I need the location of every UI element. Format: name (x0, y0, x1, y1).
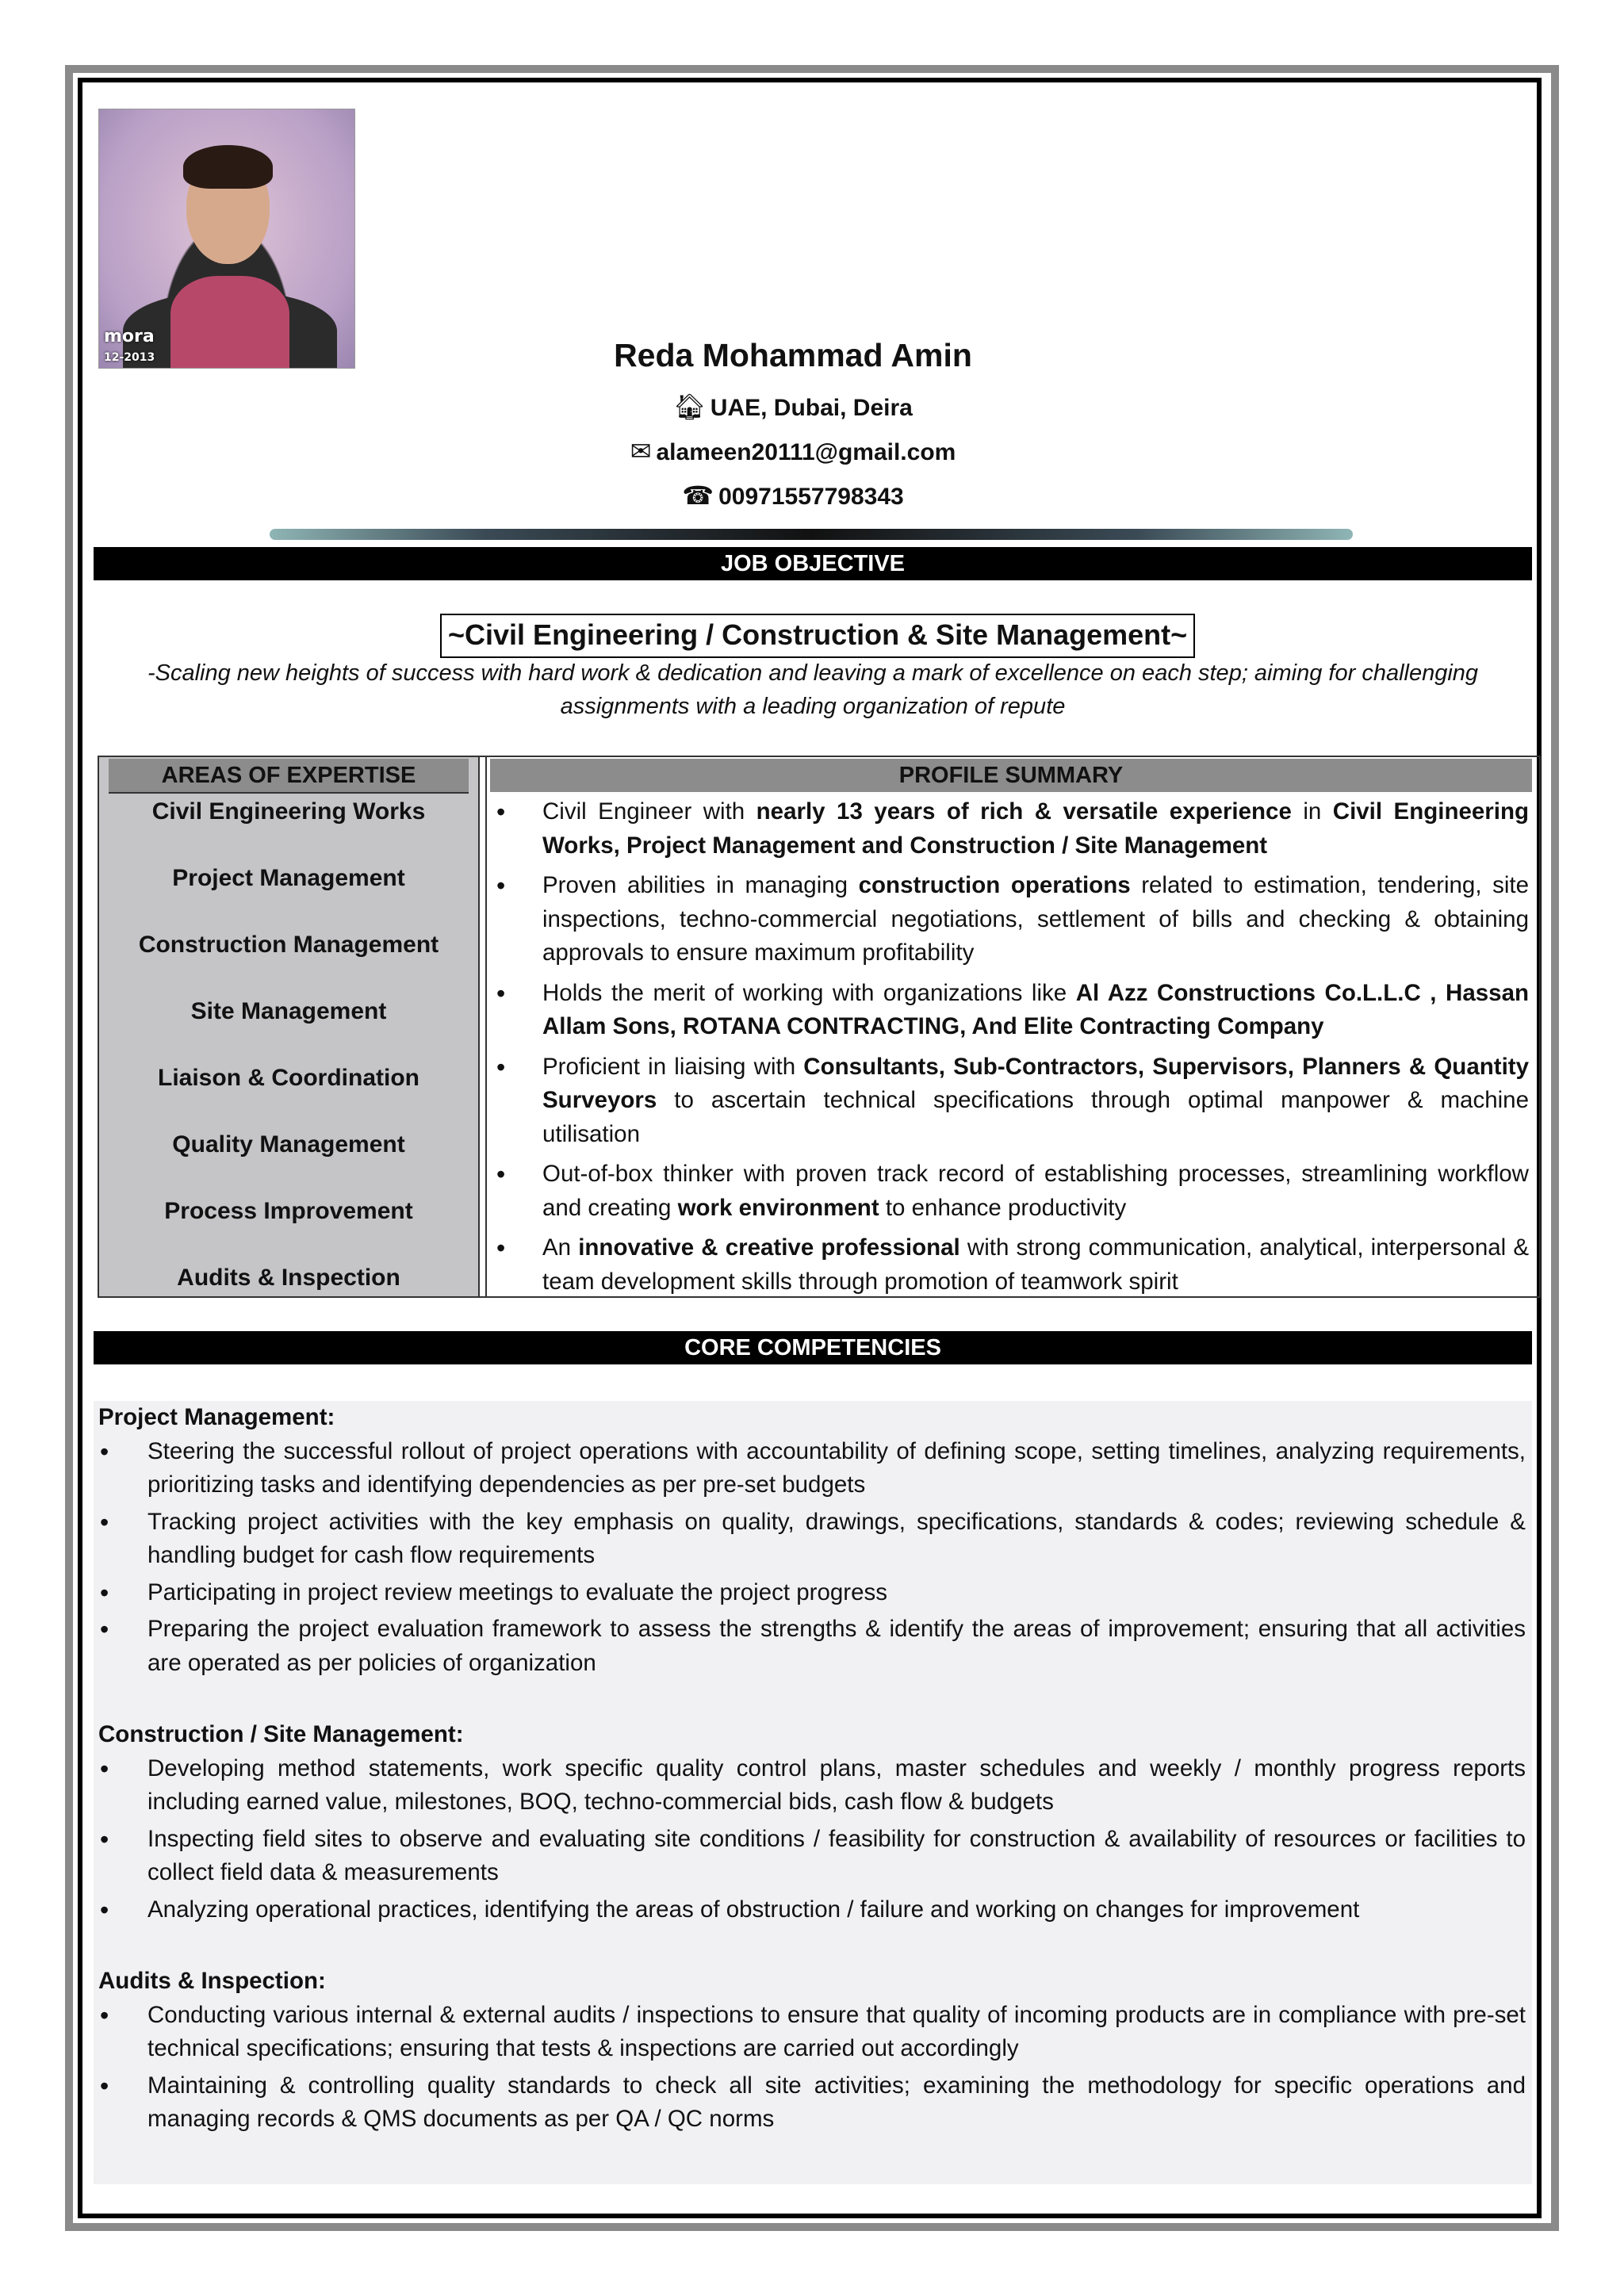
competency-item: • Inspecting field sites to observe and evaluating site conditions / feasibility for construction & availability of resources or facilities to collect field data & measurements (98, 1823, 1526, 1890)
competency-item: • Participating in project review meetings to evaluate the project progress (98, 1576, 1526, 1610)
competency-item: • Steering the successful rollout of project operations with accountability of defining scope, setting timelines, analyzing requirements, prioritizing tasks and identifying dependencies as per pre-set budgets (98, 1435, 1526, 1502)
expertise-item: Liaison & Coordination (158, 1065, 419, 1091)
core-competencies (98, 1401, 1526, 2175)
profile-item (493, 869, 1529, 970)
profile-item (493, 1050, 1529, 1152)
objective-text: -Scaling new heights of success with hard work & dedication and leaving a mark of excellence on each step; aiming for challenging assignments with a leading organization of repute (147, 660, 1479, 719)
expertise-item: Civil Engineering Works (151, 798, 426, 825)
envelope-icon: ✉︎ (630, 437, 652, 465)
email-line (0, 436, 1586, 466)
phone-text[interactable]: 00971557798343 (718, 484, 904, 510)
competency-item: • Preparing the project evaluation framework to assess the strengths & identify the areas of improvement; ensuring that all activities are operated as per policies of organization (98, 1613, 1526, 1680)
header-divider (270, 529, 1353, 540)
competency-section (98, 1401, 1526, 1680)
expertise-heading: AREAS OF EXPERTISE (109, 759, 469, 794)
profile-item-text: with strong communication, analytical, interpersonal & team development skills through promotion of teamwork spirit (542, 1234, 1529, 1295)
telephone-icon: ☎︎ (682, 481, 714, 510)
profile-item-highlight: Civil Engineering Works, Project Management and Construction / Site Management (542, 798, 1529, 859)
photo-stamp-line1: mora (104, 327, 155, 346)
competency-section (98, 1965, 1526, 2137)
profile-item-highlight: innovative & creative professional (578, 1234, 960, 1261)
phone-line (0, 480, 1586, 511)
competency-list (98, 1999, 1526, 2137)
competency-section-title: Audits & Inspection: (98, 1968, 326, 1994)
profile-item-text: Holds the merit of working with organizations like (542, 979, 1076, 1006)
job-objective-band: JOB OBJECTIVE (94, 547, 1532, 580)
profile-item-highlight: work environment (677, 1194, 879, 1221)
photo-stamp-line2: 12-2013 (104, 351, 155, 364)
profile-item (493, 795, 1529, 863)
profile-item-highlight: nearly 13 years of rich & versatile experience (756, 798, 1292, 825)
competency-list (98, 1752, 1526, 1927)
profile-item-text: Civil Engineer with (542, 798, 756, 825)
profile-item-text: to ascertain technical specifications through optimal manpower & machine utilisation (542, 1087, 1529, 1147)
candidate-name: Reda Mohammad Amin (614, 337, 972, 373)
profile-item-text: to enhance productivity (879, 1194, 1127, 1221)
competency-item: • Maintaining & controlling quality standards to check all site activities; examining the methodology for specific operations and managing records & QMS documents as per QA / QC norms (98, 2069, 1526, 2137)
competency-section-title: Project Management: (98, 1404, 335, 1430)
photo-hair (183, 145, 273, 189)
competency-item: • Conducting various internal & external audits / inspections to ensure that quality of incoming products are in compliance with pre-set technical specifications; ensuring that tests & inspections are carried out accordingly (98, 1999, 1526, 2066)
profile-item-text: Proficient in liaising with (542, 1053, 804, 1080)
profile-item-text: related to estimation, tendering, site inspections, techno-commercial negotiations, settlement of bills and checking & obtaining approvals to ensure maximum profitability (542, 872, 1530, 966)
profile-item-text: in (1291, 798, 1333, 825)
competency-section (98, 1718, 1526, 1927)
profile-list (493, 795, 1529, 1299)
objective-title: ~Civil Engineering / Construction & Site Management~ (440, 614, 1195, 658)
profile-item-text: Proven abilities in managing (542, 872, 859, 898)
competency-item: • Analyzing operational practices, identifying the areas of obstruction / failure and working on changes for improvement (98, 1893, 1526, 1927)
profile-item-highlight: Al Azz Constructions Co.L.L.C , Hassan Allam Sons, ROTANA CONTRACTING, And Elite Contracting Company (542, 979, 1529, 1039)
core-competencies-band: CORE COMPETENCIES (94, 1331, 1532, 1364)
profile-photo (98, 109, 355, 369)
expertise-item: Audits & Inspection (177, 1265, 400, 1291)
expertise-item: Process Improvement (164, 1198, 413, 1224)
expertise-item: Construction Management (138, 932, 439, 958)
home-icon: 🏠︎ (673, 392, 706, 421)
profile-heading: PROFILE SUMMARY (490, 759, 1532, 792)
profile-item (493, 1231, 1529, 1299)
profile-item (493, 977, 1529, 1044)
address-line (0, 392, 1586, 422)
profile-item-text: Out-of-box thinker with proven track record of establishing processes, streamlining workflow and creating (542, 1161, 1529, 1221)
profile-summary (493, 795, 1529, 1305)
profile-item-highlight: Consultants, Sub-Contractors, Supervisors, Planners & Quantity Surveyors (542, 1053, 1529, 1113)
profile-item (493, 1158, 1529, 1225)
profile-item-highlight: construction operations (858, 872, 1131, 898)
profile-item-text: An (542, 1234, 579, 1261)
expertise-item: Site Management (190, 998, 387, 1024)
competency-list (98, 1435, 1526, 1681)
expertise-item: Project Management (172, 865, 405, 891)
address-text: UAE, Dubai, Deira (710, 395, 913, 421)
competency-item: • Developing method statements, work specific quality control plans, master schedules and weekly / monthly progress reports including earned value, milestones, BOQ, techno-commercial bids, cash flow & budgets (98, 1752, 1526, 1820)
email-text[interactable]: alameen20111@gmail.com (656, 439, 956, 465)
competency-section-title: Construction / Site Management: (98, 1721, 464, 1747)
expertise-item: Quality Management (172, 1131, 405, 1158)
competency-item: • Tracking project activities with the key emphasis on quality, drawings, specifications, standards & codes; reviewing schedule & handling budget for cash flow requirements (98, 1506, 1526, 1573)
